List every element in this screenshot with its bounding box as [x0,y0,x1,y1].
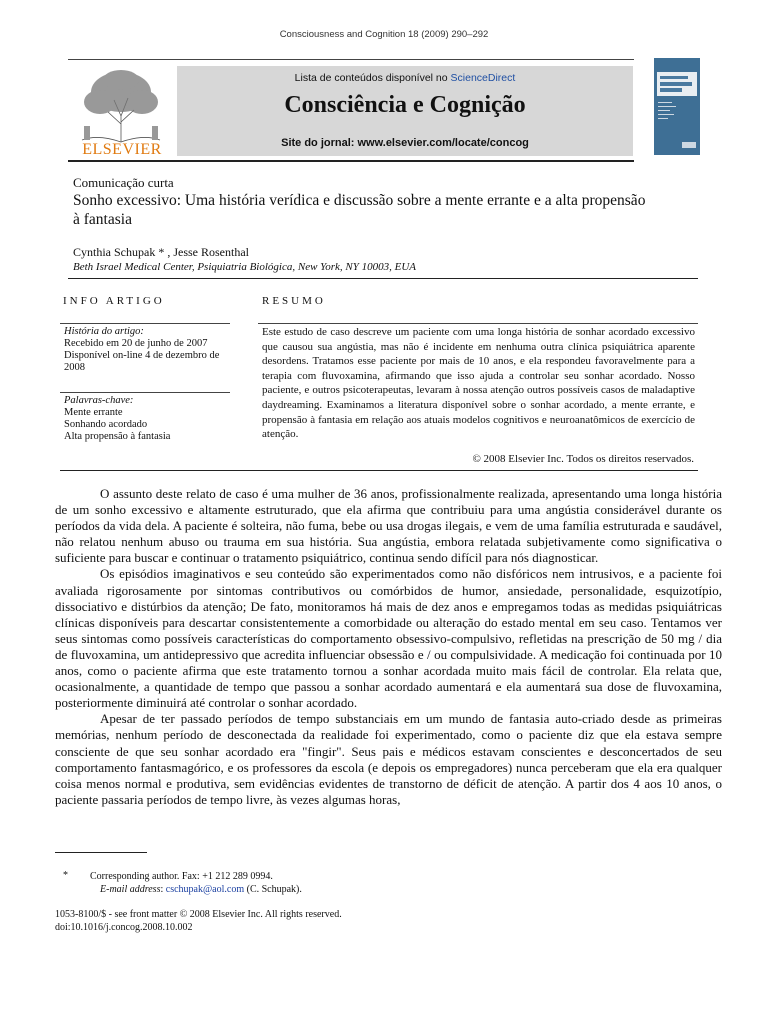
footnote-rule [55,852,147,853]
keyword: Sonhando acordado [64,419,148,430]
abstract-rule-bottom [60,470,698,471]
article-body [55,486,722,808]
email-label: E-mail address [100,884,161,895]
body-paragraph: Os episódios imaginativos e seu conteúdo são experimentados como não disfóricos nem intrusivos, e a paciente foi avaliada rigorosamente por sintomas contributivos ou comórbidos de humor, ansiedade, personalidade, esquizotípio, dissociativo e distúrbios da atenção; De fato, monitoramos há mais de dez anos e empregamos todas as medidas psiquiátricas clínicas disponíveis para descartar consistentemente a comorbidade ou alteração do estado mental em seu caso. Tentamos ver seus sintomas como possíveis características do comportamento obsessivo-compulsivo, refletidas na prescrição de 50 mg / dia de fluvoxamina, um antidepressivo que acredita influenciar obsessão e / ou compulsividade. A medicação foi continuada por 10 anos, como o paciente afirma que este tratamento tornou a sonhar acordada muito mais fácil de controlar. Ela relata que, ocasionalmente, a quantidade de tempo que passou a sonhar acordado aumentará e ela aumentará sua dose de fluvoxamina, posteriormente diminuirá até controlar o sonhar acordado. [55,566,722,711]
info-rule-middle [60,392,230,393]
journal-reference: Consciousness and Cognition 18 (2009) 290–292 [279,29,489,40]
footnote-text [90,870,302,896]
front-matter [55,908,342,934]
sciencedirect-link[interactable]: ScienceDirect [450,72,516,84]
header-bottom-rule [68,160,634,162]
keyword: Mente errante [64,407,123,418]
keywords-label: Palavras-chave: [64,395,134,406]
journal-cover-thumbnail [654,58,700,155]
online-date: Disponível on-line 4 de dezembro de 2008 [64,350,220,373]
header-top-rule [68,59,634,60]
email-link[interactable]: cschupak@aol.com [165,884,245,895]
article-history [64,326,229,374]
contents-prefix: Lista de conteúdos disponível no [294,72,451,84]
author-affiliation: Beth Israel Medical Center, Psiquiatria Biológica, New York, NY 10003, EUA [73,261,417,273]
doi-line[interactable]: doi:10.1016/j.concog.2008.10.002 [55,922,193,933]
abstract-rule-top [258,323,698,324]
keywords-block [64,395,229,443]
journal-title: Consciência e Cognição [284,92,526,118]
article-type: Comunicação curta [73,175,174,190]
body-paragraph: Apesar de ter passado períodos de tempo substanciais em um mundo de fantasia auto-criado desde as primeiras memórias, nenhum período de desconectada da realidade foi experimentado, como o paciente diz que ela estava sempre consciente de que seu sonhar acordado era "fingir". Seus pais e médicos estavam conscientes e desconcertados de seu comportamento fantasmagórico, e os professores da escola (e depois os empregadores) nunca perceberam que ela era qualquer coisa menos normal e produtiva, sem evidências evidentes de transtorno de déficit de atenção. A partir dos 4 aos 10 anos, o paciente passaria períodos de tempo livre, às vezes algumas horas, [55,711,722,807]
publisher-name: ELSEVIER [82,141,162,158]
issn-line: 1053-8100/$ - see front matter © 2008 Elsevier Inc. All rights reserved. [55,909,342,920]
abstract-text: Este estudo de caso descreve um paciente com uma longa história de sonhar acordado excessivo que causou sua angústia, mas não é incidente em nenhuma outra clínica psiquiátrica aparente desordens. Tratamos esse paciente por mais de 10 anos, e ela respondeu favoravelmente para a terapia com fluvoxamina, afirmando que isso ajuda a controlar seu sonhar acordado. Nosso paciente, e outros psicoterapeutas, levaram à nossa atenção outros possíveis casos de maladaptive daydreaming. Examinamos a literatura disponível sobre o sonhar acordado, a mente errante, e propensão à fantasia em relação aos atuais modelos cognitivos e neuroanatômicos de exercício de atenção. [262,326,695,441]
article-title: Sonho excessivo: Uma história verídica e discussão sobre a mente errante e a alta propensão à fantasia [73,192,646,228]
info-rule-top [60,323,230,324]
affiliation-rule [68,278,698,279]
body-paragraph: O assunto deste relato de caso é uma mulher de 36 anos, profissionalmente realizada, apresentando uma longa história de um sonho excessivo e altamente estruturado, que ela afirma que contribuiu para uma angústia considerável durante os períodos da vida dela. A paciente é solteira, não fuma, bebe ou usa drogas ilegais, e vem de uma família estruturada e saudável, não relatou nenhum abuso ou trauma em sua história. Sua angústia, embora relatada subjetivamente como significativa o suficiente para buscar e continuar o tratamento psiquiátrico, continua sendo difícil para nós diagnosticar. [55,486,722,566]
footnote-marker: * [63,870,68,881]
journal-banner [177,66,633,156]
email-separator: : [160,884,166,895]
contents-line [177,72,633,84]
received-date: Recebido em 20 de junho de 2007 [64,338,208,349]
abstract-heading: RESUMO [262,295,326,307]
journal-homepage[interactable]: Site do jornal: www.elsevier.com/locate/concog [281,137,529,149]
corresponding-author: Corresponding author. Fax: +1 212 289 0994. [90,871,273,882]
email-owner: (C. Schupak). [244,884,302,895]
email-line [90,883,302,896]
keyword: Alta propensão à fantasia [64,431,171,442]
abstract-copyright: © 2008 Elsevier Inc. Todos os direitos reservados. [472,453,694,465]
author-list: Cynthia Schupak * , Jesse Rosenthal [73,245,249,259]
history-label: História do artigo: [64,326,144,337]
article-info-heading: INFO ARTIGO [63,295,165,307]
